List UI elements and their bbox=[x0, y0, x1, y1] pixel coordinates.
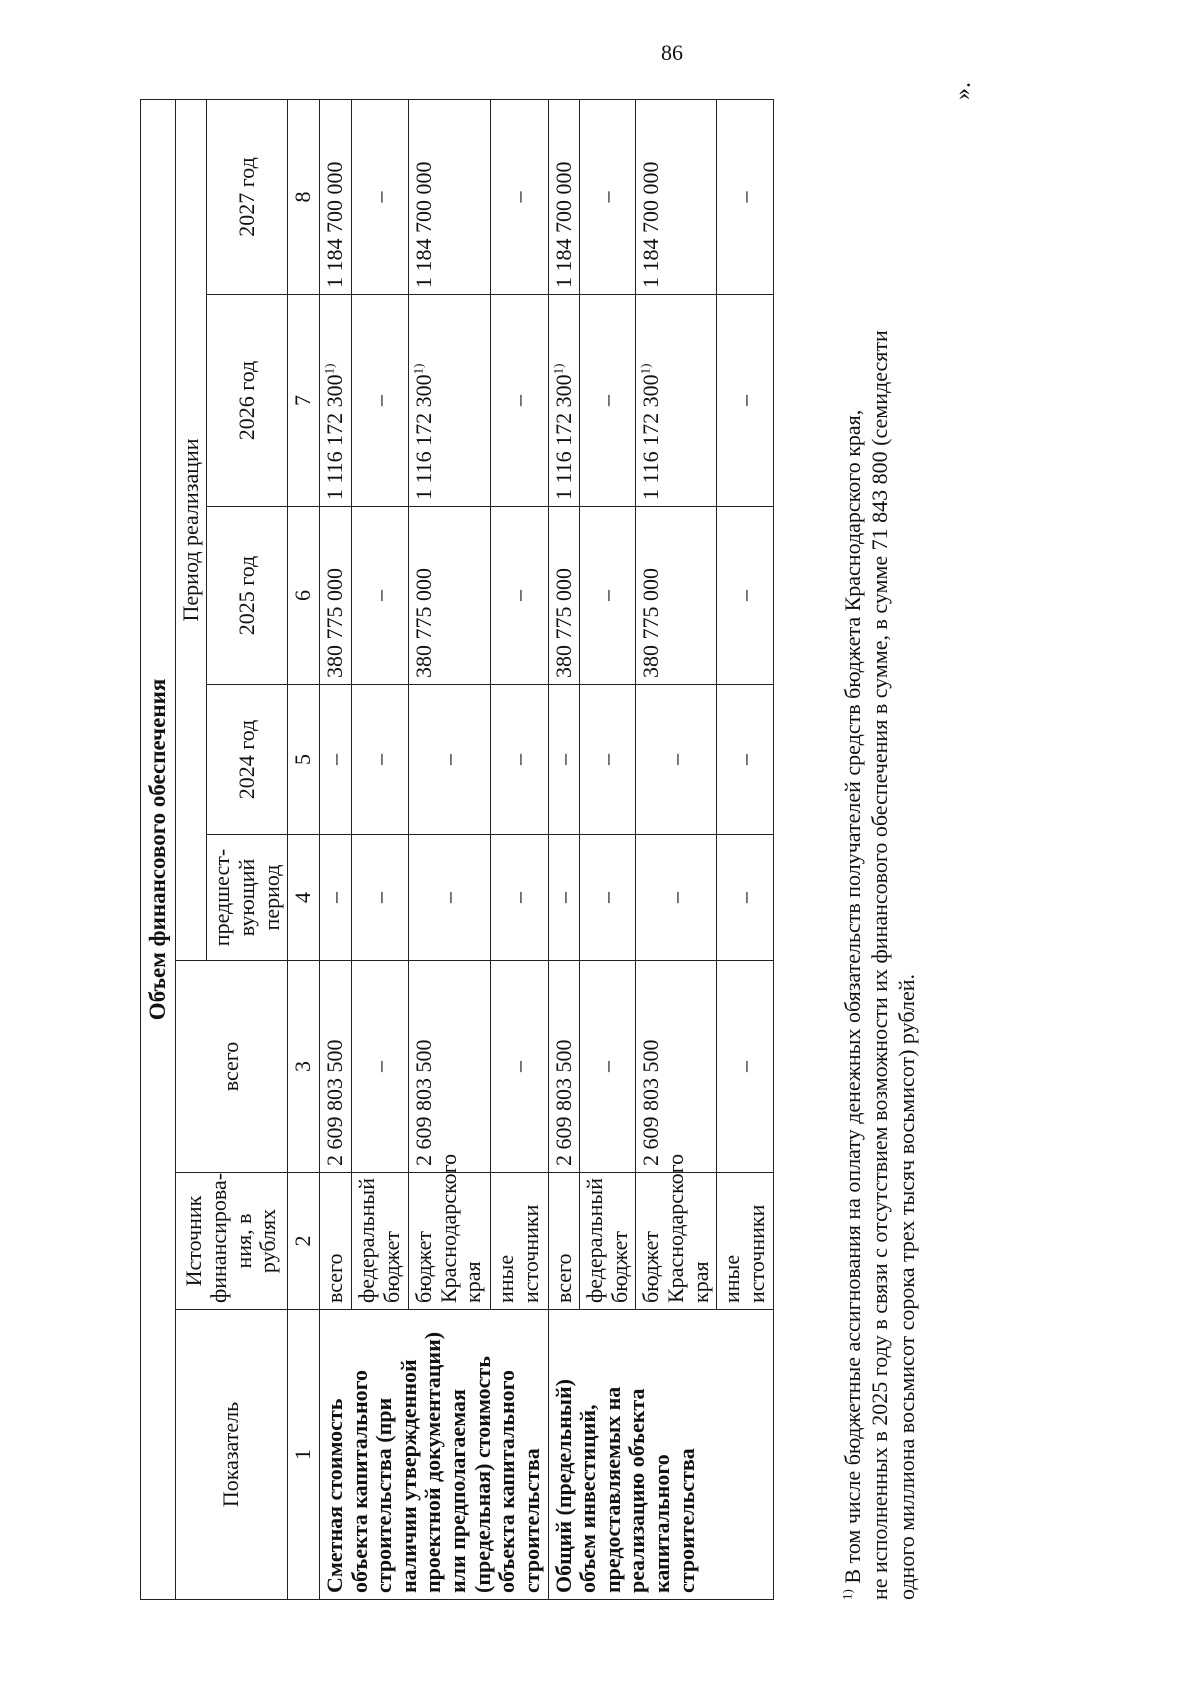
page-number: 86 bbox=[661, 40, 683, 65]
y2025-cell: – bbox=[491, 507, 548, 685]
y2026-cell: – bbox=[717, 295, 773, 507]
colnum-1: 1 bbox=[288, 1310, 320, 1600]
y2027-cell: – bbox=[717, 99, 773, 294]
y2026-value: 1 116 172 300 bbox=[638, 374, 664, 500]
source-cell: иные источники bbox=[491, 1173, 548, 1310]
prev-cell: – bbox=[491, 835, 548, 961]
y2025-cell: – bbox=[717, 507, 773, 685]
source-cell: иные источники bbox=[717, 1173, 773, 1310]
y2027-cell: – bbox=[352, 99, 409, 294]
prev-cell: – bbox=[319, 835, 351, 961]
prev-cell: – bbox=[548, 835, 580, 961]
header-2026: 2026 год bbox=[207, 295, 288, 507]
y2026-value: 1 116 172 300 bbox=[550, 374, 576, 500]
prev-cell: – bbox=[636, 835, 717, 961]
rotated-content bbox=[140, 82, 980, 1600]
footnote-ref: 1) bbox=[321, 363, 337, 375]
y2027-cell: 1 184 700 000 bbox=[409, 99, 491, 294]
y2024-cell: – bbox=[409, 685, 491, 835]
y2025-cell: – bbox=[580, 507, 636, 685]
header-indicator: Показатель bbox=[175, 1310, 288, 1600]
prev-cell: – bbox=[409, 835, 491, 961]
colnum-4: 4 bbox=[288, 835, 320, 961]
y2025-cell: 380 775 000 bbox=[409, 507, 491, 685]
source-cell: бюджет Краснодарского края bbox=[636, 1173, 717, 1310]
prev-cell: – bbox=[352, 835, 409, 961]
indicator-total-investment: Общий (предельный) объем инвестиций, предоставляемых на реализацию объекта капитального строительства bbox=[548, 1310, 773, 1600]
footnote-ref: 1) bbox=[410, 363, 426, 375]
total-cell: 2 609 803 500 bbox=[636, 961, 717, 1173]
y2024-cell: – bbox=[491, 685, 548, 835]
footnote-line-3: одного миллиона восьмисот сорока трех тысяч восьмисот) рублей. bbox=[893, 973, 919, 1600]
y2026-cell bbox=[409, 295, 491, 507]
header-2027: 2027 год bbox=[207, 99, 288, 294]
y2026-cell bbox=[548, 295, 580, 507]
y2026-cell: – bbox=[352, 295, 409, 507]
y2024-cell: – bbox=[717, 685, 773, 835]
prev-cell: – bbox=[580, 835, 636, 961]
colnum-5: 5 bbox=[288, 685, 320, 835]
total-cell: 2 609 803 500 bbox=[548, 961, 580, 1173]
colnum-8: 8 bbox=[288, 99, 320, 294]
source-cell: федеральный бюджет bbox=[580, 1173, 636, 1310]
header-total: всего bbox=[175, 961, 288, 1173]
y2025-cell: 380 775 000 bbox=[636, 507, 717, 685]
y2027-cell: 1 184 700 000 bbox=[548, 99, 580, 294]
footnote-line-1 bbox=[840, 100, 867, 1600]
colnum-3: 3 bbox=[288, 961, 320, 1173]
footnote-marker: 1) bbox=[839, 1589, 855, 1600]
footnote-text-1: В том числе бюджетные ассигнования на оплату денежных обязательств получателей средств бюджета Краснодарского края, bbox=[840, 409, 865, 1584]
y2025-cell: 380 775 000 bbox=[548, 507, 580, 685]
colnum-6: 6 bbox=[288, 507, 320, 685]
y2027-cell: 1 184 700 000 bbox=[636, 99, 717, 294]
header-period: Период реализации bbox=[175, 99, 207, 960]
y2026-cell: – bbox=[491, 295, 548, 507]
header-2025: 2025 год bbox=[207, 507, 288, 685]
table-title: Объем финансового обеспечения bbox=[141, 99, 176, 1599]
header-2024: 2024 год bbox=[207, 685, 288, 835]
colnum-2: 2 bbox=[288, 1173, 320, 1310]
source-cell: бюджет Краснодарского края bbox=[409, 1173, 491, 1310]
y2027-cell: – bbox=[580, 99, 636, 294]
source-cell: всего bbox=[319, 1173, 351, 1310]
financing-table bbox=[140, 99, 774, 1600]
y2024-cell: – bbox=[319, 685, 351, 835]
y2024-cell: – bbox=[580, 685, 636, 835]
total-cell: – bbox=[491, 961, 548, 1173]
total-cell: – bbox=[580, 961, 636, 1173]
footnote-ref: 1) bbox=[550, 363, 566, 375]
y2026-value: 1 116 172 300 bbox=[321, 374, 347, 500]
source-cell: всего bbox=[548, 1173, 580, 1310]
y2024-cell: – bbox=[548, 685, 580, 835]
y2027-cell: 1 184 700 000 bbox=[319, 99, 351, 294]
colnum-7: 7 bbox=[288, 295, 320, 507]
header-source: Источник финансирова-ния, в рублях bbox=[175, 1173, 288, 1310]
closing-quote-mark: ». bbox=[950, 82, 976, 100]
y2025-cell: – bbox=[352, 507, 409, 685]
indicator-estimated-cost: Сметная стоимость объекта капитального строительства (при наличии утвержденной проектной документации) или предполагаемая (предельная) стоимость объекта капитального строительства bbox=[319, 1310, 548, 1600]
total-cell: – bbox=[717, 961, 773, 1173]
y2026-cell bbox=[636, 295, 717, 507]
total-cell: – bbox=[352, 961, 409, 1173]
y2026-cell bbox=[319, 295, 351, 507]
header-prev: предшест-вующий период bbox=[207, 835, 288, 961]
footnote-line-2: не исполненных в 2025 году в связи с отсутствием возможности их финансового обеспечения в сумме, в сумме 71 843 800 (семидесяти bbox=[866, 330, 892, 1600]
y2024-cell: – bbox=[352, 685, 409, 835]
prev-cell: – bbox=[717, 835, 773, 961]
y2027-cell: – bbox=[491, 99, 548, 294]
total-cell: 2 609 803 500 bbox=[409, 961, 491, 1173]
y2025-cell: 380 775 000 bbox=[319, 507, 351, 685]
footnote bbox=[840, 100, 920, 1600]
y2026-cell: – bbox=[580, 295, 636, 507]
y2026-value: 1 116 172 300 bbox=[411, 374, 437, 500]
table-row bbox=[548, 99, 580, 1599]
table-row bbox=[319, 99, 351, 1599]
footnote-ref: 1) bbox=[638, 363, 654, 375]
y2024-cell: – bbox=[636, 685, 717, 835]
total-cell: 2 609 803 500 bbox=[319, 961, 351, 1173]
source-cell: федеральный бюджет bbox=[352, 1173, 409, 1310]
